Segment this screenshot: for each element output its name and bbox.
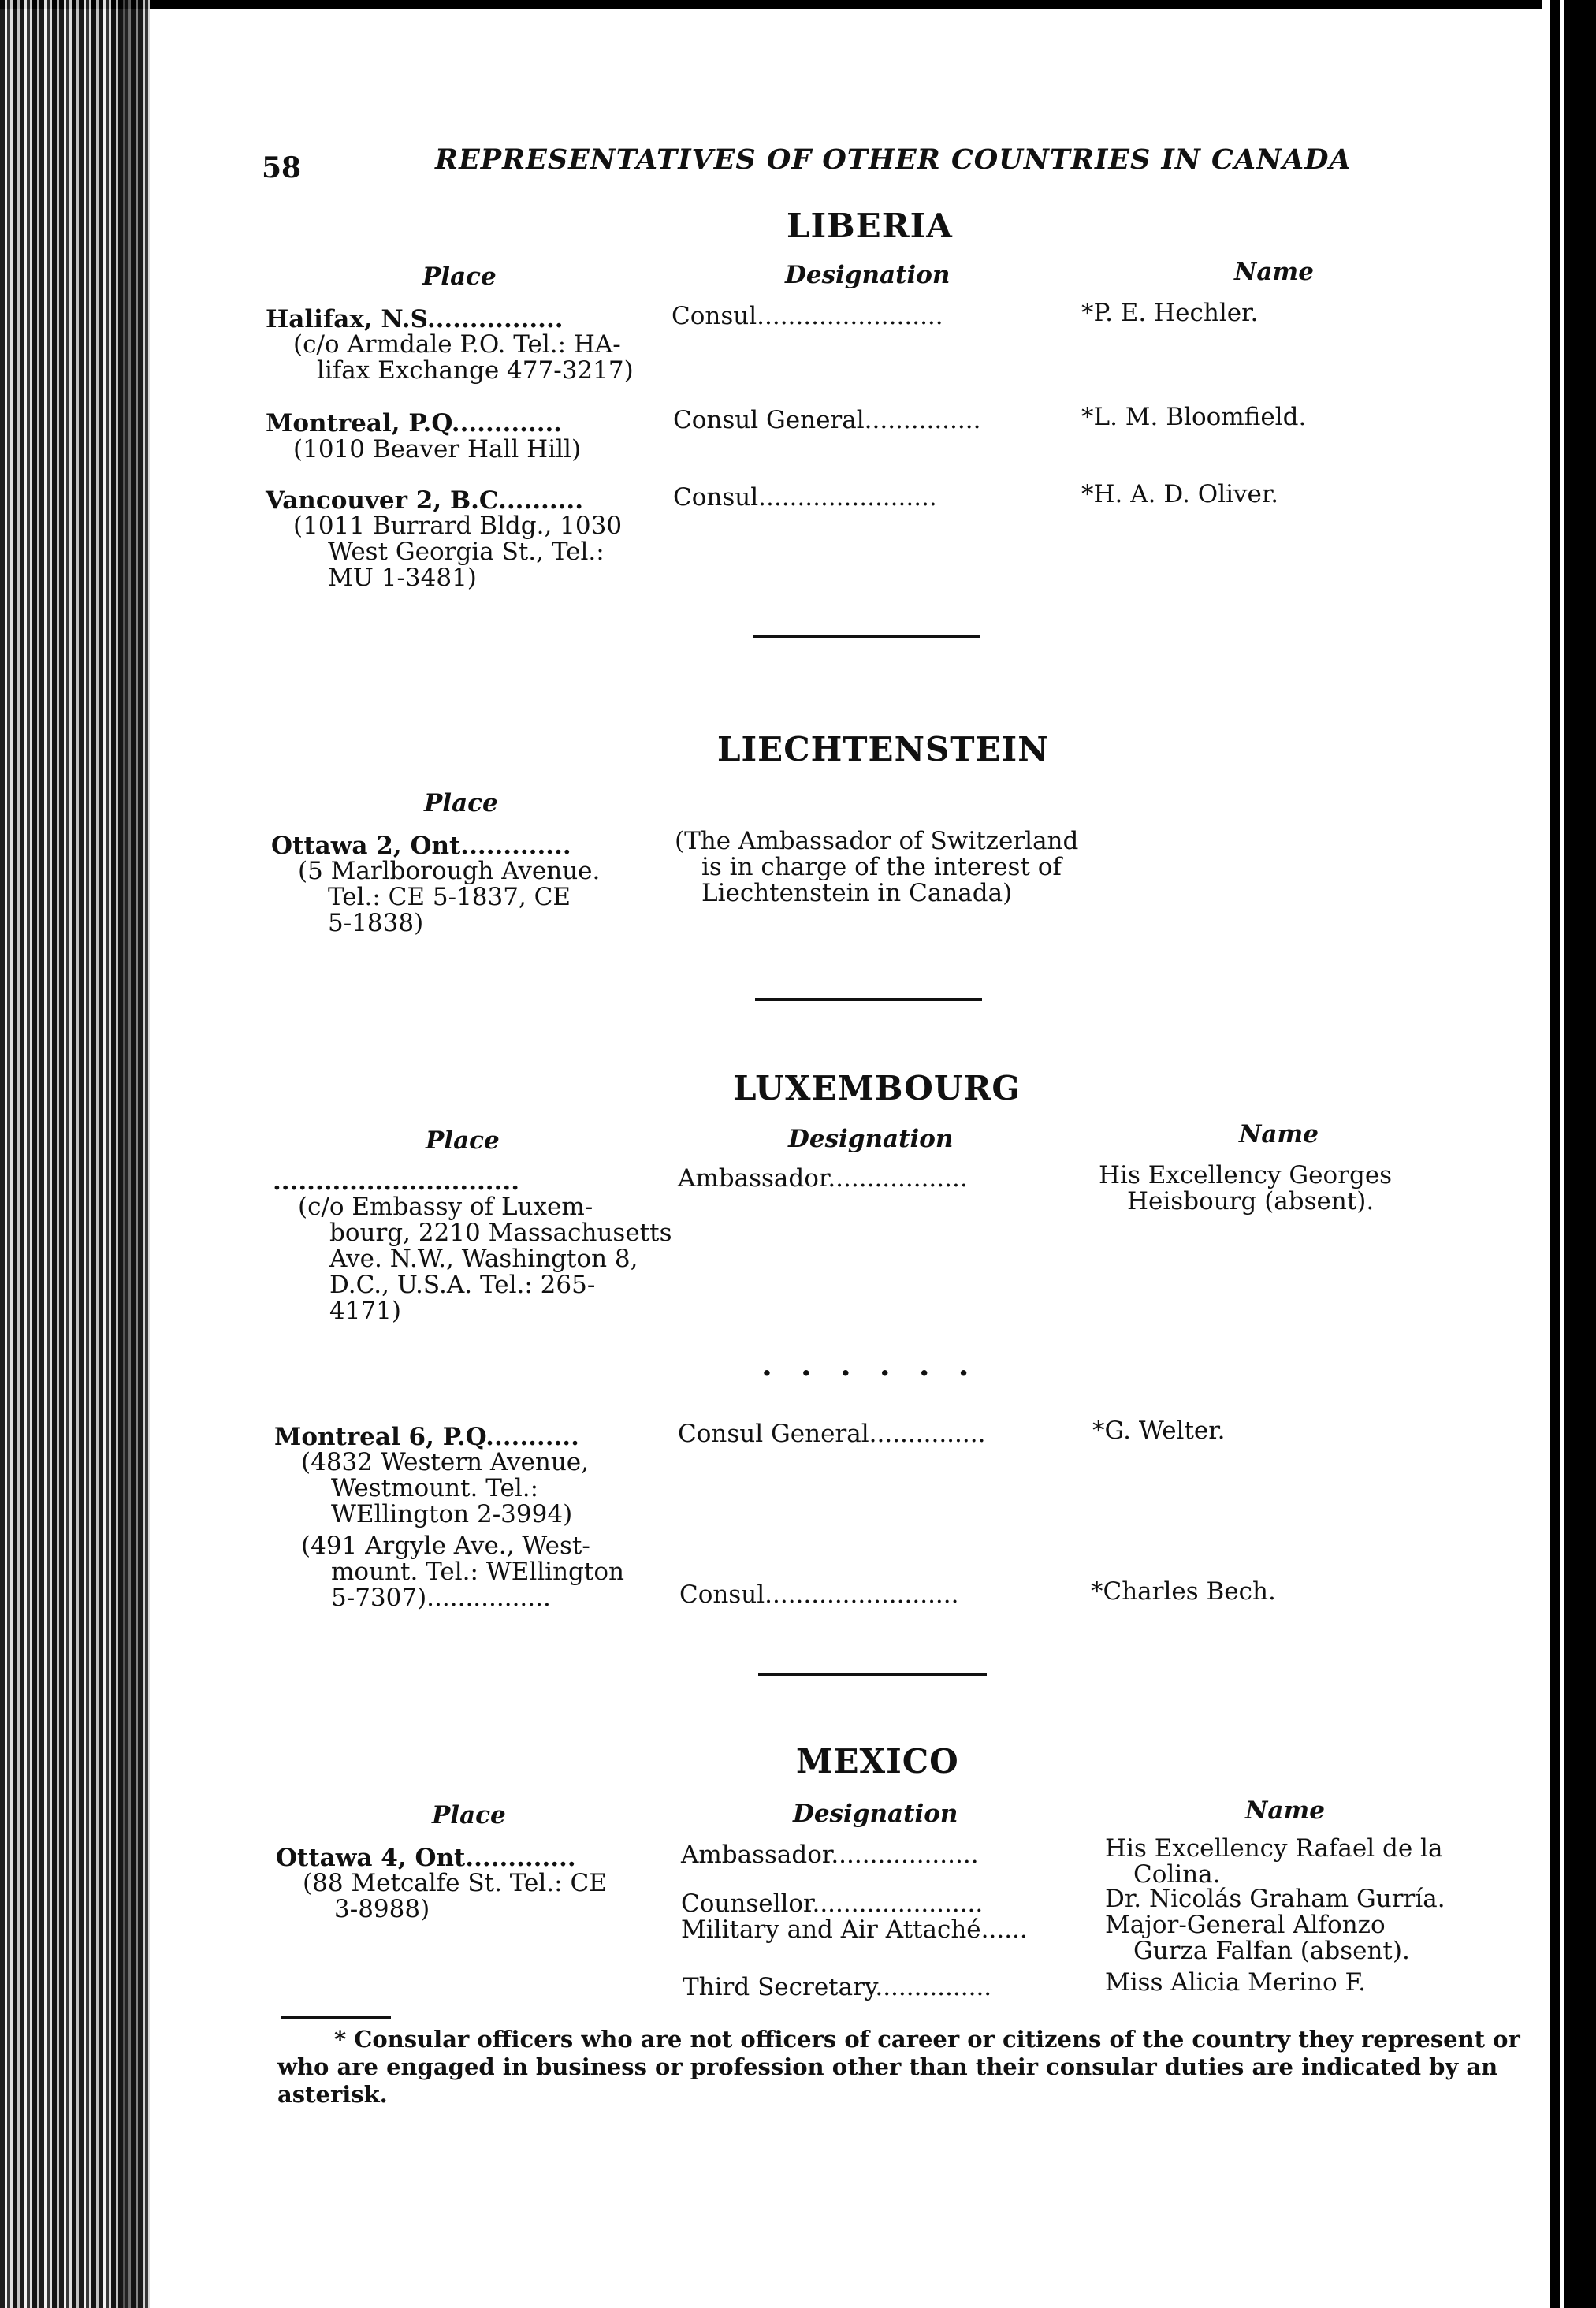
designation: Consul General...............: [673, 406, 981, 434]
designation: Consul.........................: [679, 1580, 959, 1609]
address-line: 4171): [329, 1297, 401, 1325]
address-line: 5-1838): [328, 909, 424, 937]
column-header-designation: Designation: [793, 1800, 958, 1828]
officer-name: *P. E. Hechler.: [1081, 299, 1259, 327]
column-header-name: Name: [1239, 1120, 1319, 1148]
column-header-name: Name: [1234, 258, 1314, 286]
address-line: (4832 Western Avenue,: [301, 1448, 589, 1476]
officer-name: Gurza Falfan (absent).: [1133, 1937, 1410, 1965]
address-line: mount. Tel.: WEllington: [331, 1558, 624, 1586]
designation: Military and Air Attaché......: [681, 1915, 1028, 1944]
address-line: (5 Marlborough Avenue.: [298, 857, 601, 885]
officer-name: *G. Welter.: [1092, 1416, 1226, 1445]
designation: Consul.......................: [673, 483, 937, 512]
footnote-line: asterisk.: [277, 2081, 388, 2108]
note-line: is in charge of the interest of: [701, 853, 1062, 881]
officer-name: Miss Alicia Merino F.: [1105, 1968, 1366, 1997]
officer-name: *L. M. Bloomfield.: [1081, 403, 1307, 431]
address-line: 5-7307)................: [331, 1584, 551, 1612]
footnote-line: * Consular officers who are not officers of career or citizens of the country they represent or: [334, 2026, 1520, 2053]
officer-name: Major-General Alfonzo: [1105, 1911, 1386, 1939]
address-line: MU 1-3481): [328, 564, 477, 592]
entry-separator-dots: ......: [761, 1346, 998, 1383]
running-title: REPRESENTATIVES OF OTHER COUNTRIES IN CANADA: [435, 143, 1352, 176]
place: Vancouver 2, B.C..........: [266, 486, 583, 515]
officer-name: Dr. Nicolás Graham Gurría.: [1105, 1885, 1445, 1913]
address-line: Tel.: CE 5-1837, CE: [328, 883, 571, 911]
officer-name: Colina.: [1133, 1860, 1221, 1889]
place: Halifax, N.S................: [266, 305, 564, 333]
designation: Consul General...............: [678, 1420, 986, 1448]
address-line: lifax Exchange 477-3217): [317, 356, 634, 385]
address-line: (c/o Armdale P.O. Tel.: HA-: [293, 330, 621, 359]
place: Ottawa 4, Ont.............: [276, 1844, 576, 1872]
column-header-place: Place: [432, 1801, 506, 1830]
section-divider: [755, 998, 982, 1001]
designation: Ambassador..................: [678, 1164, 968, 1193]
column-header-place: Place: [424, 789, 498, 817]
place: Ottawa 2, Ont.............: [271, 832, 571, 860]
officer-name: *H. A. D. Oliver.: [1081, 480, 1279, 508]
page-number: 58: [262, 151, 302, 184]
note-line: Liechtenstein in Canada): [701, 879, 1013, 907]
section-title-liberia: LIBERIA: [787, 207, 953, 245]
address-line: (88 Metcalfe St. Tel.: CE: [303, 1869, 607, 1897]
designation: Counsellor......................: [681, 1889, 984, 1918]
column-header-designation: Designation: [785, 261, 951, 289]
place: Montreal 6, P.Q...........: [274, 1423, 579, 1451]
section-title-liechtenstein: LIECHTENSTEIN: [717, 730, 1049, 769]
officer-name: Heisbourg (absent).: [1127, 1187, 1375, 1215]
note-line: (The Ambassador of Switzerland: [675, 827, 1079, 855]
address-line: (1010 Beaver Hall Hill): [293, 435, 582, 463]
designation: Consul........................: [672, 302, 943, 330]
column-header-designation: Designation: [788, 1125, 954, 1153]
designation: Ambassador...................: [681, 1841, 979, 1869]
footnote-line: who are engaged in business or profession other than their consular duties are indicated by an: [277, 2053, 1498, 2080]
address-line: Westmount. Tel.:: [331, 1474, 539, 1502]
column-header-place: Place: [426, 1126, 500, 1155]
address-line: West Georgia St., Tel.:: [328, 538, 605, 566]
designation: Third Secretary...............: [683, 1973, 992, 2001]
address-line: Ave. N.W., Washington 8,: [329, 1245, 638, 1273]
address-line: WEllington 2-3994): [331, 1500, 573, 1528]
place: .............................: [273, 1167, 519, 1196]
officer-name: His Excellency Georges: [1099, 1161, 1393, 1189]
column-header-place: Place: [422, 262, 497, 291]
column-header-name: Name: [1245, 1796, 1325, 1825]
place: Montreal, P.Q.............: [266, 409, 563, 437]
officer-name: *Charles Bech.: [1091, 1577, 1276, 1606]
address-line: 3-8988): [334, 1895, 430, 1923]
address-line: D.C., U.S.A. Tel.: 265-: [329, 1271, 596, 1299]
address-line: (c/o Embassy of Luxem-: [298, 1193, 593, 1221]
section-title-mexico: MEXICO: [796, 1742, 959, 1781]
officer-name: His Excellency Rafael de la: [1105, 1834, 1443, 1863]
footnote-rule: [281, 2016, 391, 2019]
address-line: bourg, 2210 Massachusetts: [329, 1219, 672, 1247]
section-divider: [753, 635, 980, 638]
address-line: (491 Argyle Ave., West-: [301, 1532, 590, 1560]
section-title-luxembourg: LUXEMBOURG: [733, 1069, 1021, 1107]
address-line: (1011 Burrard Bldg., 1030: [293, 512, 623, 540]
section-divider: [758, 1673, 987, 1676]
